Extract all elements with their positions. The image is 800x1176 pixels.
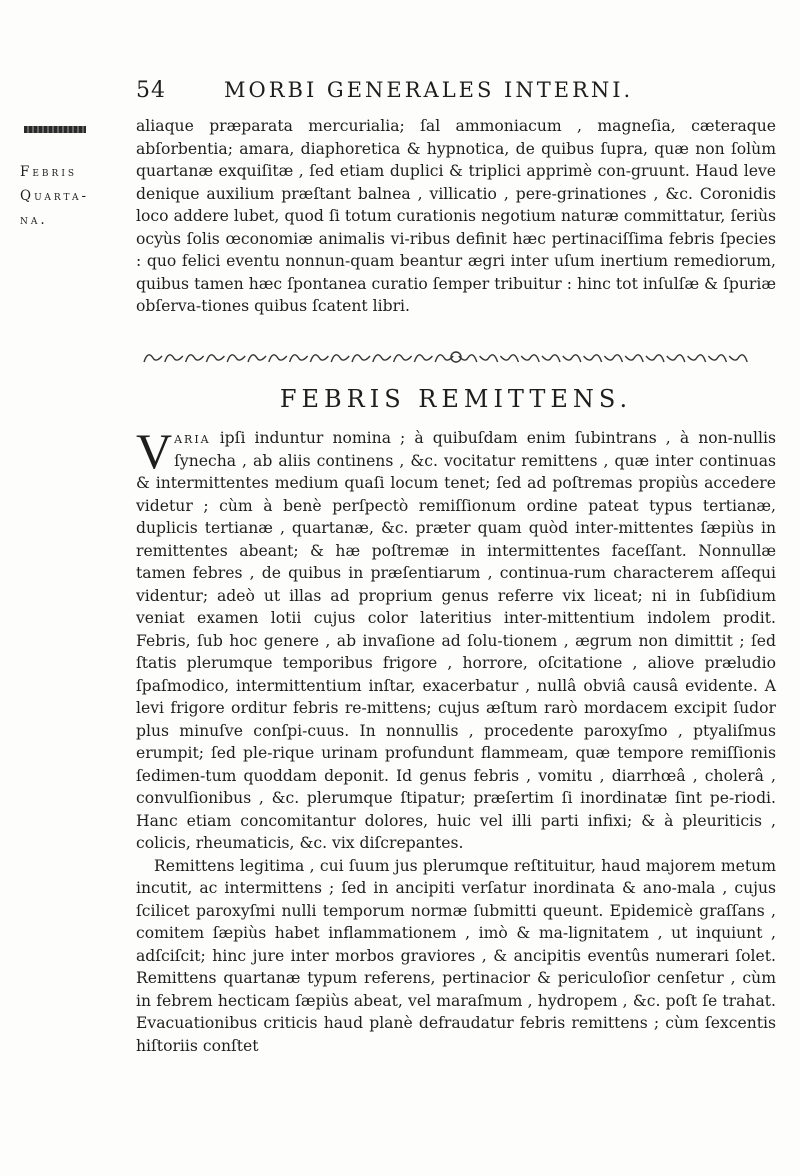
ornament-scroll: [646, 355, 664, 362]
ornament-scroll: [331, 355, 349, 362]
page-number: 54: [136, 78, 166, 103]
ornament-scroll: [667, 355, 685, 362]
running-title: MORBI GENERALES INTERNI.: [224, 78, 634, 102]
ornament-scroll: [521, 355, 539, 362]
ornament-scroll: [310, 355, 328, 362]
margin-note-line: na.: [20, 212, 48, 228]
ornament-scroll: [206, 355, 224, 362]
ornament-scroll: [186, 355, 204, 362]
ornament-scroll: [584, 355, 602, 362]
ornament-scroll: [708, 355, 726, 362]
ornament-scroll: [414, 355, 432, 362]
running-head: [136, 78, 776, 108]
ornament-scroll: [248, 355, 266, 362]
ornament-scroll: [500, 355, 518, 362]
decorative-ornament-band: [136, 346, 776, 368]
margin-note: [20, 160, 102, 232]
ornament-scroll: [269, 355, 287, 362]
ornament-scroll: [604, 355, 622, 362]
margin-note-line: Quarta-: [20, 188, 90, 204]
margin-note-line: Febris: [20, 164, 78, 180]
ornament-scroll: [729, 355, 747, 362]
lead-word: aria: [174, 429, 211, 447]
ornament-scroll: [373, 355, 391, 362]
ornament-scroll: [563, 355, 581, 362]
ornament-scroll: [165, 355, 183, 362]
ornament-scroll: [394, 355, 412, 362]
ornament-scroll: [144, 355, 162, 362]
margin-ornament-rule: [24, 126, 86, 133]
ornament-scroll: [290, 355, 308, 362]
ornament-scroll: [227, 355, 245, 362]
paragraph-febris-remittens: [136, 423, 776, 1057]
ornament-scroll: [625, 355, 643, 362]
drop-cap: V: [136, 423, 173, 479]
ornament-scroll: [352, 355, 370, 362]
paragraph-remittens-legitima: Remittens legitima , cui ſuum jus plerumque reſtituitur, haud majorem metum incutit, ac intermittens ; ſed in ancipiti verſatur inordinata & ano-mala , cujus ſcilicet paroxyſmi nulli temporum normæ ſubmitti queunt. Epidemicè graſſans , comitem ſæpiùs habet inflammationem , imò & ma-lignitatem , ut inquiunt , adſciſcit; hinc jure inter morbos graviores , & ancipitis eventûs numerari ſolet. Remittens quartanæ typum referens, pertinacior & periculoſior cenſetur , cùm in febrem hecticam ſæpiùs abeat, vel maraſmum , hydropem , &c. poſt ſe trahat. Evacuationibus criticis haud planè defraudatur febris remittens ; cùm ſexcentis hiſtoriis conſtet: [136, 856, 776, 1055]
paragraph-text: ipſi induntur nomina ; à quibuſdam enim ſubintrans , à non-nullis ſynecha , ab aliis continens , &c. vocitatur remittens , quæ inter continuas & intermittentes medium quaſi locum tenet; ſed ad poſtremas propiùs accedere videtur ; cùm à benè perſpectò remiſſionum ordine pateat typus tertianæ, duplicis tertianæ , quartanæ, &c. præter quam quòd inter-mittentes ſæpiùs in remittentes abeant; & hæ poſtremæ in intermittentes faceſſant. Nonnullæ tamen febres , de quibus in præſentiarum , continua-rum characterem aſſequi videntur; adeò ut illas ad proprium genus referre vix liceat; ni in ſubſidium veniat examen lotii cujus color lateritius inter-mittentium indolem prodit. Febris, ſub hoc genere , ab invaſione ad ſolu-tionem , ægrum non dimittit ; ſed ſtatis plerumque temporibus frigore , horrore, oſcitatione , aliove præludio ſpaſmodico, intermittentium inſtar, exacerbatur , nullâ obviâ causâ evidente. A levi frigore orditur febris re-mittens; cujus æſtum rarò mordacem excipit ſudor plus minuſve conſpi-cuus. In nonnullis , procedente paroxyſmo , ptyaliſmus erumpit; ſed ple-rique urinam profundunt flammeam, quæ tempore remiſſionis ſedimen-tum quoddam deponit. Id genus febris , vomitu , diarrhœâ , cholerâ , convulſionibus , &c. plerumque ſtipatur; præſertim ſi inordinatæ ſint pe-riodi. Hanc etiam concomitantur dolores, huic vel illi parti infixi; & à pleuriticis , colicis, rheumaticis, &c. vix diſcrepantes.: [136, 429, 776, 852]
paragraph-quartana-conclusion: aliaque præparata mercurialia; ſal ammoniacum , magneſia, cæteraque abſorbentia; amara, diaphoretica & hypnotica, de quibus ſupra, quæ non ſolùm quartanæ exquiſitæ , ſed etiam duplici & triplici apprimè con-gruunt. Haud leve denique auxilium præſtant balnea , villicatio , pere-grinationes , &c. Coronidis loco addere lubet, quod ſi totum curationis negotium naturæ committatur, ſeriùs ocyùs ſolis œconomiæ animalis vi-ribus definit hæc pertinaciſſima febris ſpecies : quo felici eventu nonnun-quam beantur ægri inter uſum inertium remediorum, quibus tamen hæc ſpontanea curatio ſemper tribuitur : hinc tot inſulſæ & ſpuriæ obſerva-tiones quibus ſcatent libri.: [136, 117, 776, 315]
ornament-scroll: [688, 355, 706, 362]
ornament-scroll: [480, 355, 498, 362]
section-title: FEBRIS REMITTENS.: [279, 385, 633, 413]
ornament-scroll: [542, 355, 560, 362]
